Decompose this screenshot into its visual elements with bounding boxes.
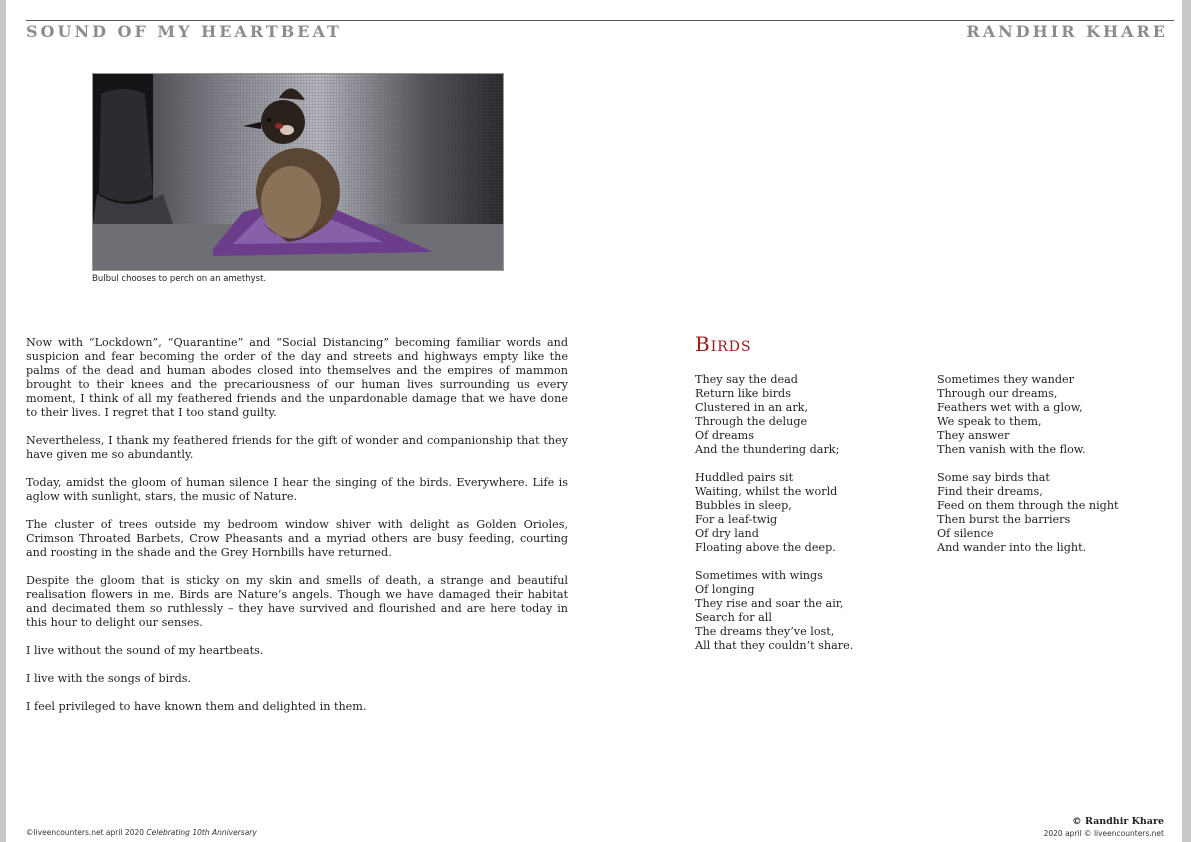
footer-site-copyright: 2020 april © liveencounters.net — [1043, 829, 1164, 838]
poem-line: Of dry land — [695, 527, 759, 540]
poem-line: Return like birds — [695, 387, 791, 400]
poem-title: Birds — [695, 332, 752, 356]
poem-line: Through our dreams, — [937, 387, 1058, 400]
magazine-page — [6, 0, 1182, 842]
poem-line: Of dreams — [695, 429, 755, 442]
poem-line: Huddled pairs sit — [695, 471, 794, 484]
poem-line: They rise and soar the air, — [695, 597, 844, 610]
poem-line: Clustered in an ark, — [695, 401, 809, 414]
poem-line: Floating above the deep. — [695, 541, 836, 554]
footer-anniversary: Celebrating 10th Anniversary — [146, 828, 257, 837]
poem-stanza — [937, 373, 1157, 457]
poem-line: And wander into the light. — [937, 541, 1087, 554]
footer-copyright: ©liveencounters.net april 2020 — [26, 828, 145, 837]
poem-line: Search for all — [695, 611, 772, 624]
poem-stanza — [695, 471, 915, 555]
header-rule — [26, 20, 1174, 21]
poem-stanza — [695, 373, 915, 457]
photo-caption: Bulbul chooses to perch on an amethyst. — [92, 274, 267, 284]
poem-line: Sometimes with wings — [695, 569, 823, 582]
poem-line: For a leaf-twig — [695, 513, 778, 526]
poem-line: Bubbles in sleep, — [695, 499, 792, 512]
poem-column-2 — [937, 373, 1157, 569]
poem-line: The dreams they’ve lost, — [695, 625, 835, 638]
poem-column-1 — [695, 373, 915, 667]
article-paragraph: The cluster of trees outside my bedroom window shiver with delight as Golden Orioles, Crimson Throated Barbets, Crow Pheasants and a myriad others are busy feeding, courting and roosting in the shade and the Grey Hornbills have returned. — [26, 518, 568, 559]
poem-line: Of silence — [937, 527, 994, 540]
poem-stanza — [695, 569, 915, 653]
poem-line: Find their dreams, — [937, 485, 1043, 498]
poem-line: They answer — [937, 429, 1010, 442]
poem-line: Of longing — [695, 583, 755, 596]
poem-line: Through the deluge — [695, 415, 808, 428]
article-paragraph: Nevertheless, I thank my feathered friends for the gift of wonder and companionship that they have given me so abundantly. — [26, 434, 568, 461]
poem-line: We speak to them, — [937, 415, 1042, 428]
poem-stanza — [937, 471, 1157, 555]
poem-line: Sometimes they wander — [937, 373, 1075, 386]
poem-line: And the thundering dark; — [695, 443, 840, 456]
header-title: SOUND OF MY HEARTBEAT — [26, 22, 342, 41]
poem-line: They say the dead — [695, 373, 798, 386]
poem-line: Feed on them through the night — [937, 499, 1119, 512]
article-paragraph: Today, amidst the gloom of human silence I hear the singing of the birds. Everywhere. Life is aglow with sunlight, stars, the music of Nature. — [26, 476, 568, 503]
poem-line: Some say birds that — [937, 471, 1050, 484]
article-paragraph: I live without the sound of my heartbeats. — [26, 644, 264, 657]
header-author: RANDHIR KHARE — [966, 22, 1168, 41]
footer-left — [26, 828, 257, 837]
article-body — [26, 336, 568, 728]
article-paragraph: I live with the songs of birds. — [26, 672, 192, 685]
footer-author-copyright: © Randhir Khare — [1072, 816, 1164, 827]
poem-line: Then burst the barriers — [937, 513, 1071, 526]
bulbul-on-amethyst-image — [93, 74, 503, 270]
poem-line: Feathers wet with a glow, — [937, 401, 1083, 414]
poem-line: All that they couldn’t share. — [695, 639, 854, 652]
article-paragraph: Now with “Lockdown”, “Quarantine” and “Social Distancing” becoming familiar words and suspicion and fear becoming the order of the day and streets and highways empty like the palms of the dead and human abodes closed into themselves and the empires of mammon brought to their knees and the precariousness of our human lives surrounding us every moment, I think of all my feathered friends and the unpardonable damage that we have done to their lives. I regret that I too stand guilty. — [26, 336, 568, 419]
poem-line: Waiting, whilst the world — [695, 485, 838, 498]
bulbul-photo — [92, 73, 504, 271]
article-paragraph: I feel privileged to have known them and delighted in them. — [26, 700, 367, 713]
article-paragraph: Despite the gloom that is sticky on my skin and smells of death, a strange and beautiful realisation flowers in me. Birds are Nature’s angels. Though we have damaged their habitat and decimated them so ruthlessly – they have survived and flourished and are here today in this hour to delight our senses. — [26, 574, 568, 629]
poem-line: Then vanish with the flow. — [937, 443, 1086, 456]
